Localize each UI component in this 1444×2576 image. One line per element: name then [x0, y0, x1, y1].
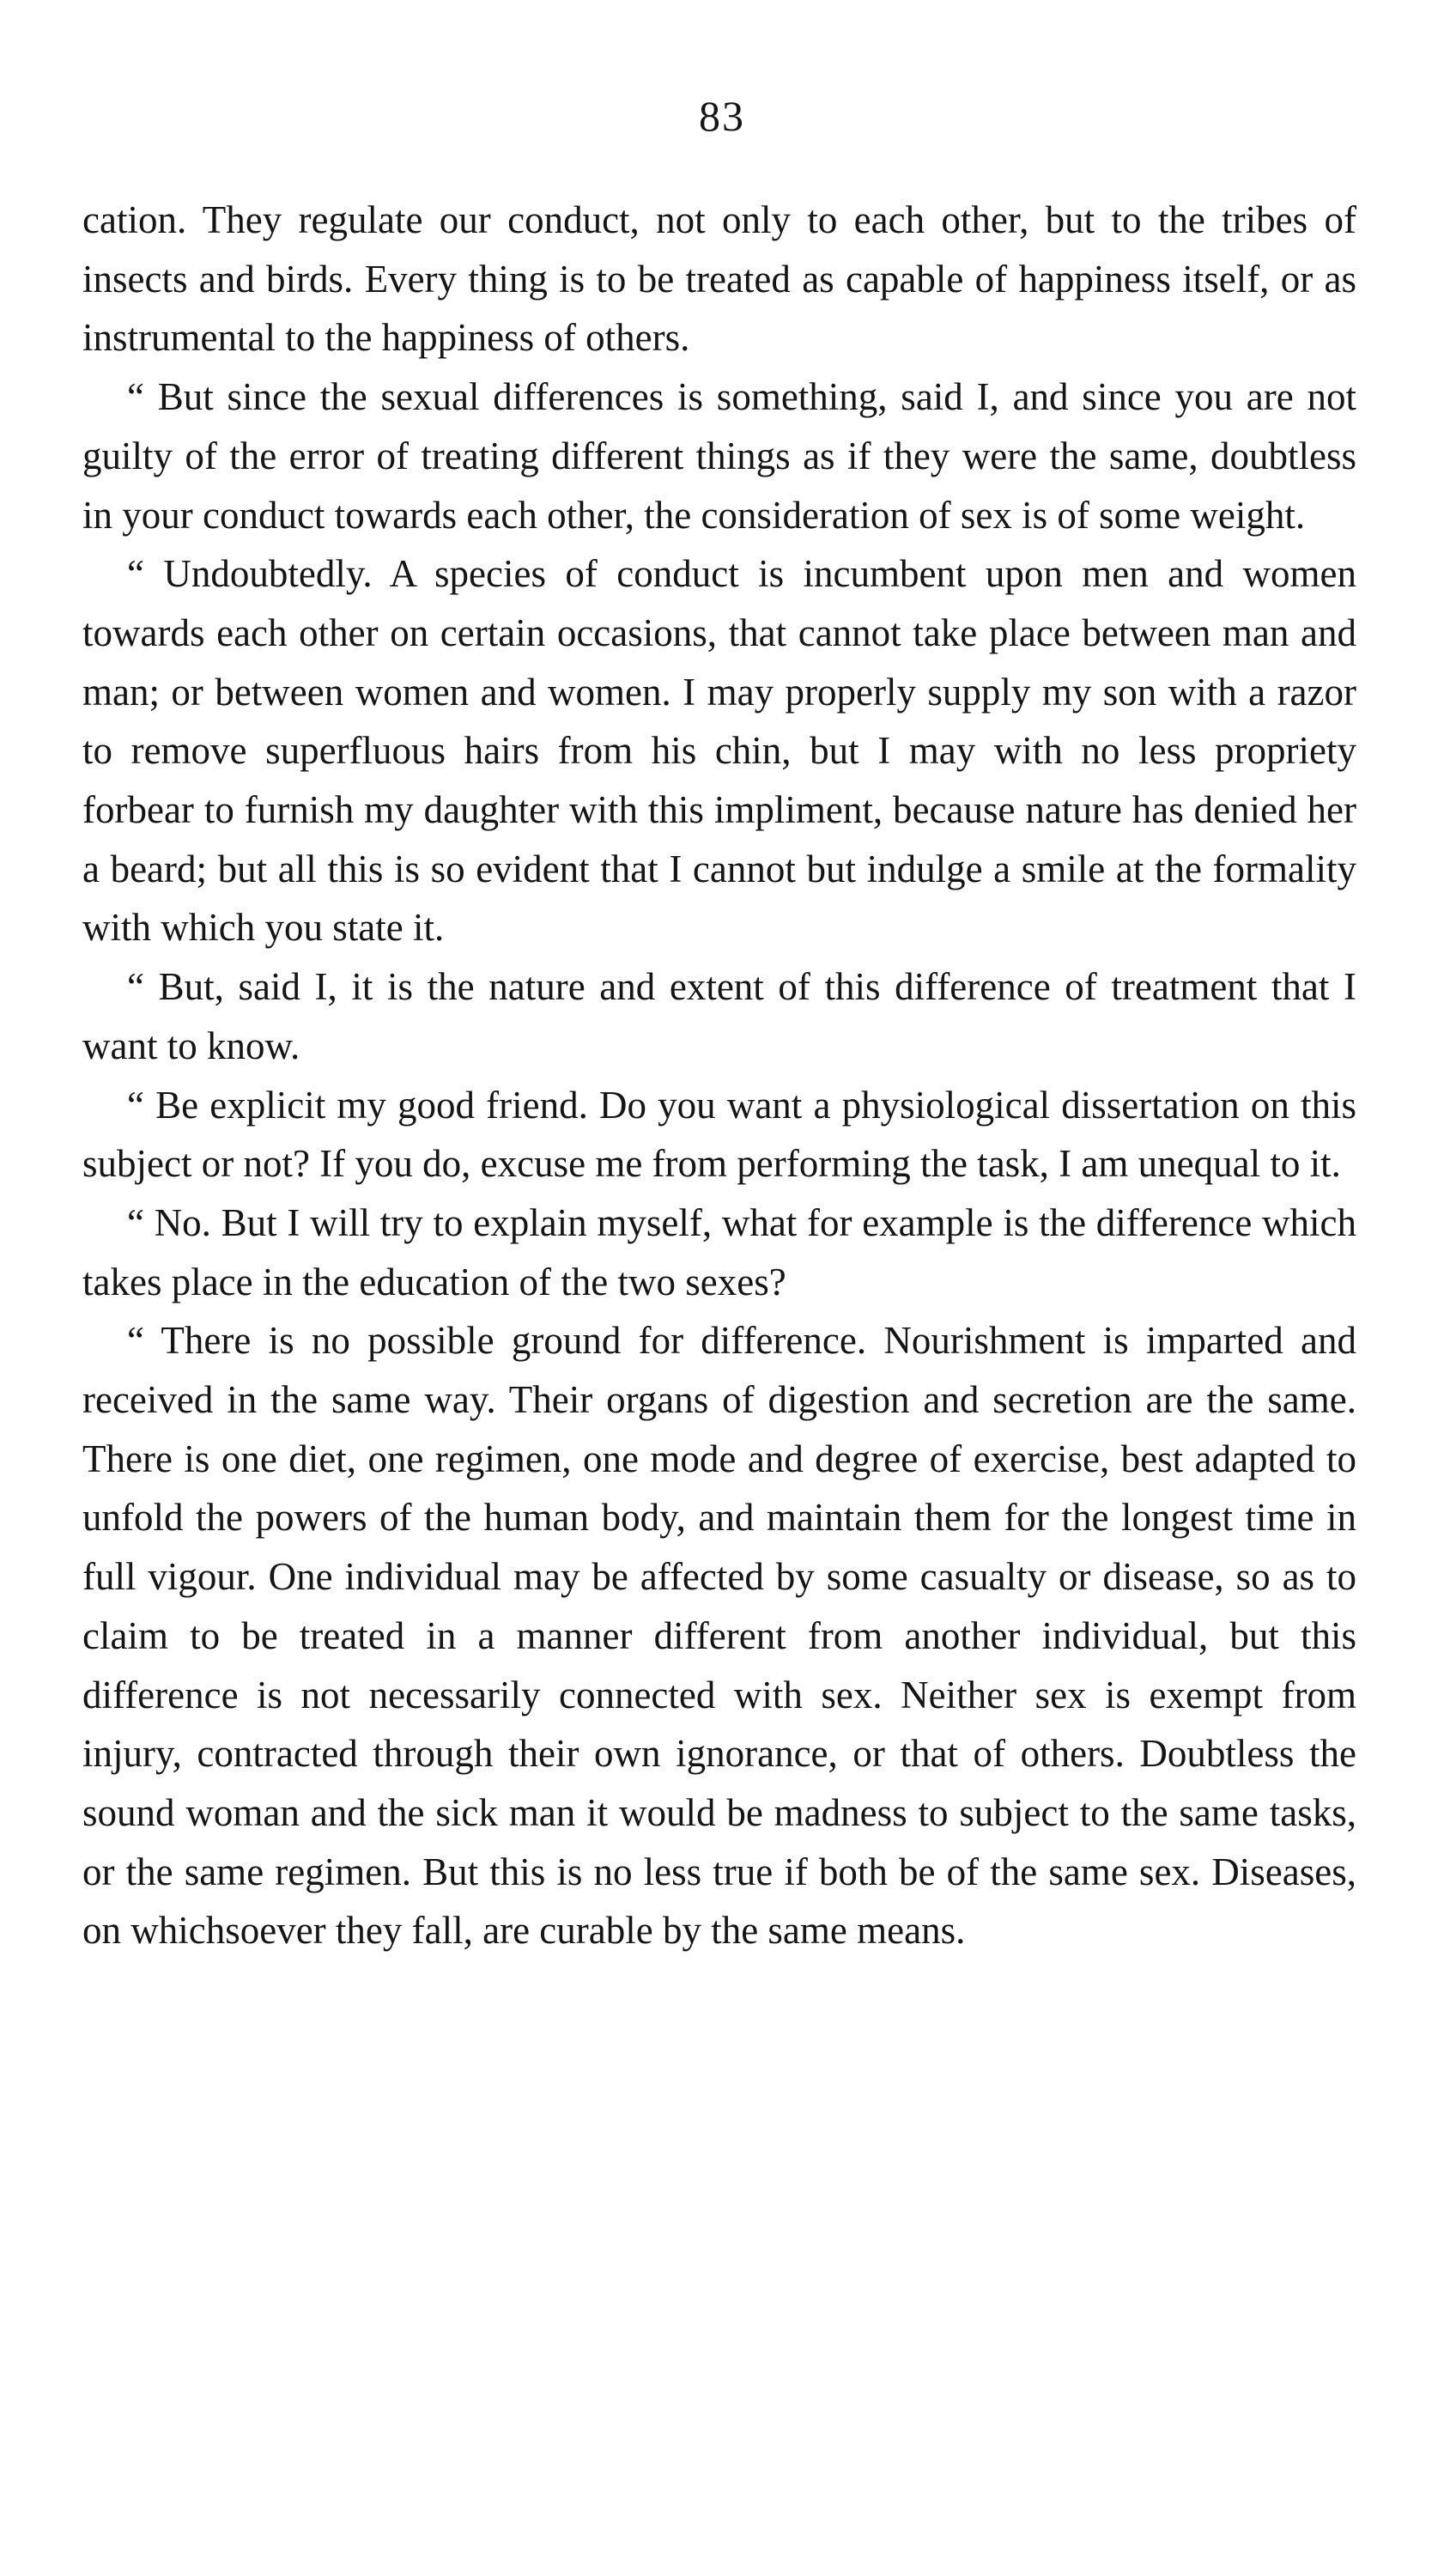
- paragraph-2: “ But since the sexual differences is something, said I, and since you are not guilty of the error of treating different things as if they were the same, doubtless in your conduct towards each other, the consideration of sex is of some weight.: [82, 375, 1356, 537]
- body-text: [82, 191, 1356, 1960]
- paragraph-7: “ There is no possible ground for difference. Nourishment is imparted and received in the same way. Their organs of digestion and secretion are the same. There is one diet, one regimen, one mode and degree of exercise, best adapted to unfold the powers of the human body, and maintain them for the longest time in full vigour. One individual may be affected by some casualty or disease, so as to claim to be treated in a manner different from another individual, but this difference is not necessarily connected with sex. Neither sex is exempt from injury, contracted through their own ignorance, or that of others. Doubtless the sound woman and the sick man it would be madness to subject to the same tasks, or the same regimen. But this is no less true if both be of the same sex. Diseases, on whichsoever they fall, are curable by the same means.: [82, 1319, 1356, 1953]
- paragraph-1: cation. They regulate our conduct, not only to each other, but to the tribes of insects and birds. Every thing is to be treated as capable of happiness itself, or as instrumental to the happiness of others.: [82, 198, 1356, 360]
- paragraph-3: “ Undoubtedly. A species of conduct is incumbent upon men and women towards each other on certain occasions, that cannot take place between man and man; or between women and women. I may properly supply my son with a razor to remove superfluous hairs from his chin, but I may with no less propriety forbear to furnish my daughter with this impliment, because nature has denied her a beard; but all this is so evident that I cannot but indulge a smile at the formality with which you state it.: [82, 552, 1356, 950]
- paragraph-6: “ No. But I will try to explain myself, what for example is the difference which takes place in the education of the two sexes?: [82, 1200, 1356, 1303]
- page-number: 83: [699, 92, 745, 140]
- paragraph-5: “ Be explicit my good friend. Do you want a physiological dissertation on this subject or not? If you do, excuse me from performing the task, I am unequal to it.: [82, 1083, 1356, 1186]
- paragraph-4: “ But, said I, it is the nature and extent of this difference of treatment that I want to know.: [82, 965, 1356, 1067]
